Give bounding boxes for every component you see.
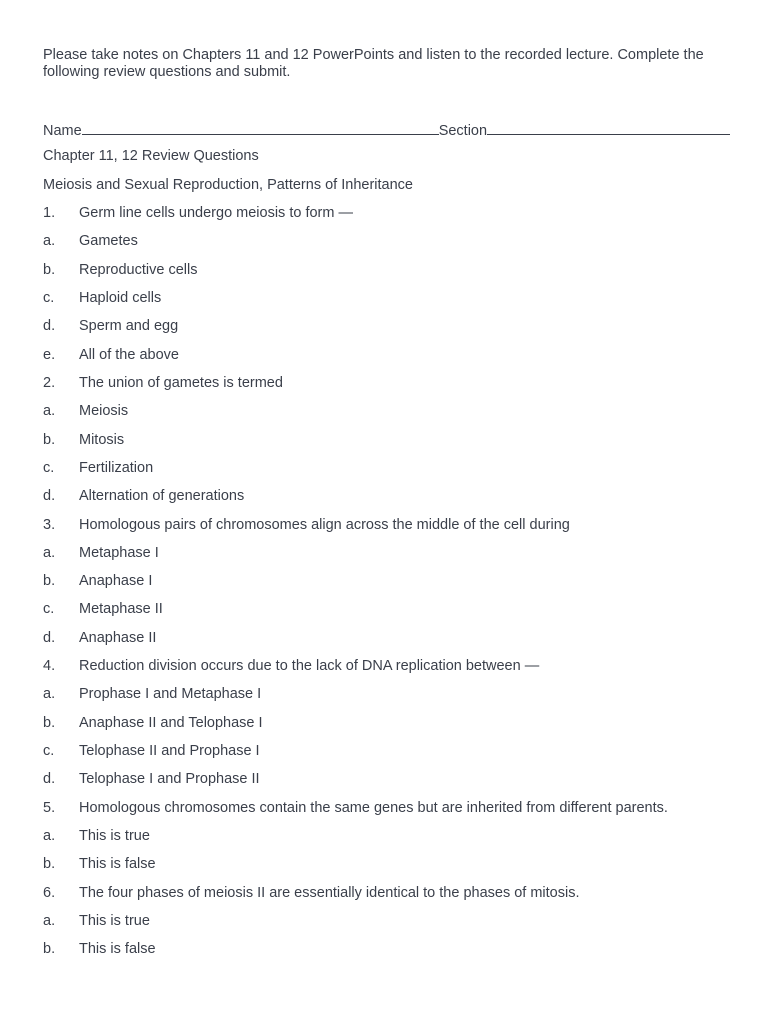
question-line — [43, 375, 283, 391]
item-text: Anaphase II — [79, 630, 157, 646]
answer-option — [43, 488, 244, 504]
item-label: c. — [43, 460, 55, 476]
item-text: Meiosis — [79, 403, 129, 419]
chapter-title: Chapter 11, 12 Review Questions — [43, 148, 259, 164]
item-text: Metaphase II — [79, 601, 163, 617]
item-text: This is true — [79, 913, 150, 929]
item-text: Telophase II and Prophase I — [79, 743, 260, 759]
answer-option — [43, 432, 124, 448]
item-label: 4. — [43, 658, 56, 674]
answer-option — [43, 828, 150, 844]
answer-option — [43, 715, 263, 731]
answer-option — [43, 941, 156, 957]
item-label: 5. — [43, 800, 56, 816]
item-text: Telophase I and Prophase II — [79, 771, 260, 787]
item-label: 2. — [43, 375, 56, 391]
question-line — [43, 517, 570, 533]
answer-option — [43, 318, 178, 334]
answer-option — [43, 403, 128, 419]
section-blank[interactable] — [487, 120, 730, 135]
item-text: Fertilization — [79, 460, 154, 476]
item-text: Reproductive cells — [79, 262, 198, 278]
answer-option — [43, 743, 260, 759]
name-blank[interactable] — [82, 120, 439, 135]
question-line — [43, 658, 539, 674]
item-label: b. — [43, 715, 56, 731]
item-text: This is false — [79, 941, 156, 957]
answer-option — [43, 913, 150, 929]
answer-option — [43, 630, 156, 646]
item-label: c. — [43, 601, 55, 617]
answer-option — [43, 573, 152, 589]
item-label: c. — [43, 743, 55, 759]
answer-option — [43, 771, 260, 787]
item-text: Anaphase I — [79, 573, 153, 589]
item-label: b. — [43, 856, 56, 872]
item-text: The union of gametes is termed — [79, 375, 283, 391]
name-section-line — [43, 120, 743, 139]
item-text: Reduction division occurs due to the lack of DNA replication between — — [79, 658, 540, 674]
item-label: b. — [43, 941, 56, 957]
answer-option — [43, 545, 159, 561]
item-text: Gametes — [79, 233, 138, 249]
item-text: Homologous pairs of chromosomes align across the middle of the cell during — [79, 517, 570, 533]
item-text: Sperm and egg — [79, 318, 179, 334]
item-label: a. — [43, 686, 56, 702]
item-text: Alternation of generations — [79, 488, 245, 504]
item-text: Prophase I and Metaphase I — [79, 686, 262, 702]
item-label: a. — [43, 233, 56, 249]
chapter-subtitle: Meiosis and Sexual Reproduction, Patterns of Inheritance — [43, 177, 413, 193]
item-text: Germ line cells undergo meiosis to form — — [79, 205, 353, 221]
answer-option — [43, 686, 261, 702]
item-label: 6. — [43, 885, 56, 901]
item-text: Anaphase II and Telophase I — [79, 715, 263, 731]
question-line — [43, 800, 668, 816]
item-label: c. — [43, 290, 55, 306]
item-label: a. — [43, 828, 56, 844]
answer-option — [43, 601, 163, 617]
question-line — [43, 205, 353, 221]
item-label: a. — [43, 403, 56, 419]
answer-option — [43, 856, 156, 872]
item-label: b. — [43, 432, 56, 448]
question-line — [43, 885, 580, 901]
section-label: Section — [438, 123, 488, 139]
item-label: d. — [43, 318, 56, 334]
item-label: d. — [43, 630, 56, 646]
item-text: Metaphase I — [79, 545, 159, 561]
item-label: d. — [43, 771, 56, 787]
name-label: Name — [43, 123, 82, 139]
answer-option — [43, 347, 179, 363]
item-label: d. — [43, 488, 56, 504]
item-label: a. — [43, 545, 56, 561]
item-label: 1. — [43, 205, 56, 221]
item-text: This is true — [79, 828, 150, 844]
item-label: 3. — [43, 517, 56, 533]
answer-option — [43, 290, 161, 306]
item-text: All of the above — [79, 347, 179, 363]
item-text: The four phases of meiosis II are essentially identical to the phases of mitosis. — [79, 885, 580, 901]
item-text: Homologous chromosomes contain the same genes but are inherited from different parents. — [79, 800, 668, 816]
answer-option — [43, 262, 197, 278]
answer-option — [43, 233, 138, 249]
item-text: This is false — [79, 856, 156, 872]
answer-option — [43, 460, 153, 476]
item-label: e. — [43, 347, 56, 363]
item-label: b. — [43, 573, 56, 589]
item-label: b. — [43, 262, 56, 278]
item-label: a. — [43, 913, 56, 929]
item-text: Mitosis — [79, 432, 125, 448]
item-text: Haploid cells — [79, 290, 162, 306]
intro-text: Please take notes on Chapters 11 and 12 PowerPoints and listen to the recorded lecture. Complete the following review questions and submit. — [43, 47, 704, 80]
